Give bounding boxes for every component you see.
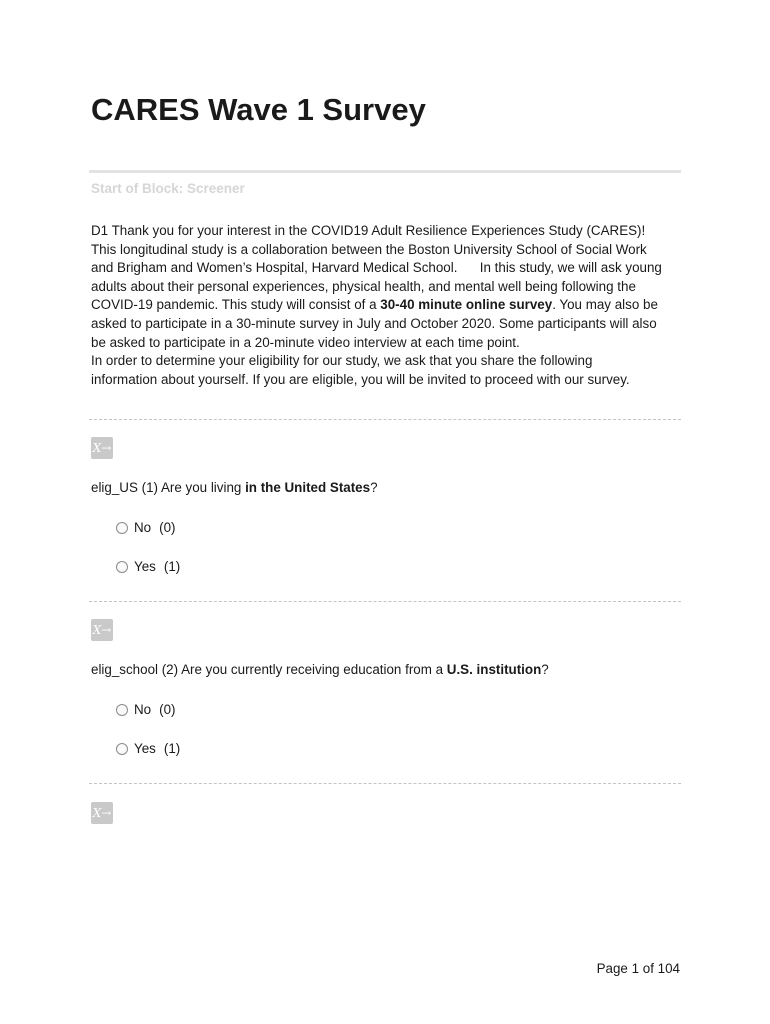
- intro-line: and Brigham and Women’s Hospital, Harvard Medical School. In this study, we will ask young: [91, 260, 662, 276]
- intro-line: In order to determine your eligibility for our study, we ask that you share the following: [91, 353, 593, 369]
- question-suffix: ?: [370, 480, 378, 495]
- radio-button[interactable]: [116, 704, 128, 716]
- radio-button[interactable]: [116, 743, 128, 755]
- question-text: elig_school (2) Are you currently receiving education from a: [91, 662, 447, 677]
- choice-code: (0): [159, 520, 176, 535]
- choice-code: (0): [159, 702, 176, 717]
- question-elig-school: [91, 662, 549, 677]
- intro-text-segment: COVID-19 pandemic. This study will consist of a: [91, 297, 381, 313]
- intro-line: D1 Thank you for your interest in the COVID19 Adult Resilience Experiences Study (CARES)!: [91, 223, 646, 238]
- question-emphasis: U.S. institution: [446, 662, 542, 677]
- question-elig-us: [91, 480, 378, 495]
- radio-button[interactable]: [116, 522, 128, 534]
- choice-code: (1): [163, 741, 181, 756]
- intro-line: be asked to participate in a 20-minute video interview at each time point.: [91, 334, 520, 350]
- block-label: Start of Block: Screener: [91, 181, 245, 196]
- intro-line: information about yourself. If you are eligible, you will be invited to proceed with our survey.: [91, 371, 630, 387]
- choice-elig-school-yes[interactable]: [116, 741, 180, 756]
- intro-text: [91, 222, 691, 389]
- question-emphasis: in the United States: [245, 480, 371, 495]
- display-logic-icon: X→: [91, 619, 113, 641]
- choice-elig-school-no[interactable]: [116, 702, 176, 717]
- page-title: CARES Wave 1 Survey: [91, 92, 426, 127]
- intro-line: adults about their personal experiences, physical health, and mental well being following the: [91, 278, 636, 294]
- question-separator: [89, 783, 681, 784]
- question-separator: [89, 419, 681, 420]
- choice-label: Yes: [134, 559, 156, 574]
- display-logic-icon: X→: [91, 802, 113, 824]
- intro-line: This longitudinal study is a collaboration between the Boston University School of Social Work: [91, 241, 647, 257]
- intro-emphasis: 30-40 minute online survey: [380, 297, 553, 313]
- page-number: Page 1 of 104: [596, 961, 680, 976]
- intro-text-segment: . You may also be: [552, 297, 658, 313]
- choice-elig-us-yes[interactable]: [116, 559, 180, 574]
- question-text: elig_US (1) Are you living: [91, 480, 246, 495]
- choice-label: No: [134, 702, 152, 717]
- intro-line: asked to participate in a 30-minute survey in July and October 2020. Some participants will also: [91, 315, 657, 331]
- display-logic-icon: X→: [91, 437, 113, 459]
- choice-label: No: [134, 520, 152, 535]
- intro-line: [91, 296, 691, 315]
- choice-code: (1): [163, 559, 181, 574]
- question-suffix: ?: [541, 662, 549, 677]
- choice-elig-us-no[interactable]: [116, 520, 176, 535]
- radio-button[interactable]: [116, 561, 128, 573]
- choice-label: Yes: [134, 741, 156, 756]
- question-separator: [89, 601, 681, 602]
- block-divider: [89, 170, 681, 173]
